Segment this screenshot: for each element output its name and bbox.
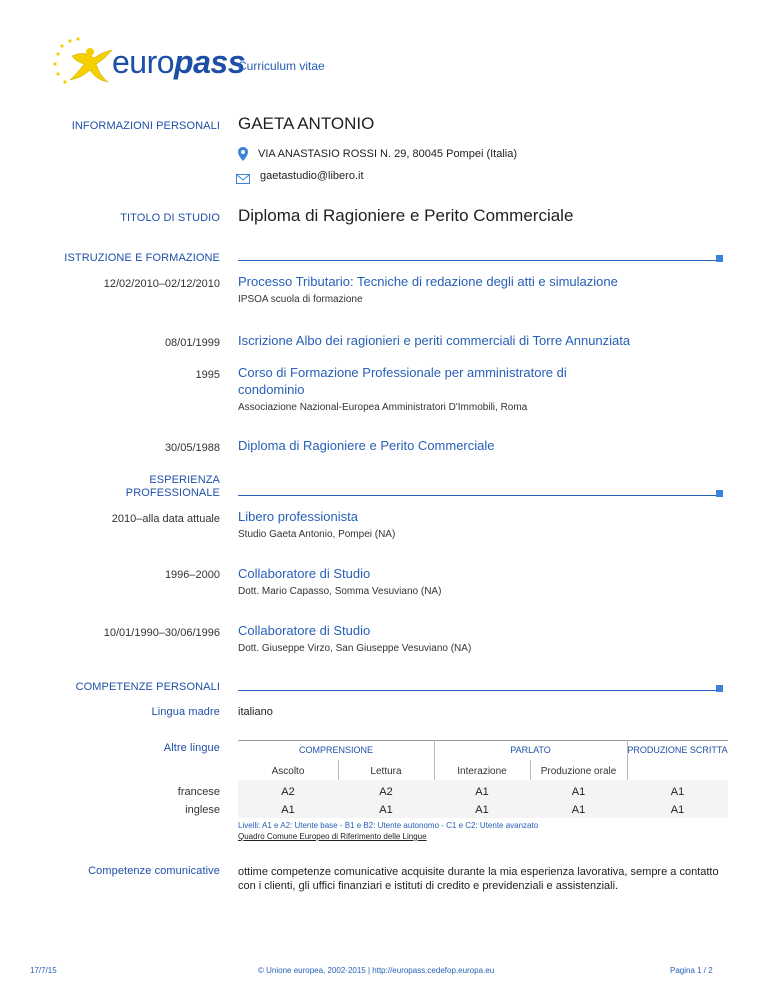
- section-label-esperienza-2: PROFESSIONALE: [125, 487, 220, 499]
- language-name: inglese: [185, 804, 220, 816]
- header-scritta: PRODUZIONE SCRITTA: [627, 745, 728, 755]
- footer-date: 17/7/15: [30, 966, 57, 975]
- titolo-value: Diploma di Ragioniere e Perito Commerciale: [238, 206, 574, 225]
- level-cell: A1: [571, 804, 586, 816]
- job-employer: Dott. Mario Capasso, Somma Vesuviano (NA): [238, 586, 442, 597]
- level-cell: A1: [571, 786, 586, 798]
- section-divider: [238, 260, 717, 261]
- lingua-madre-label: Lingua madre: [151, 706, 220, 718]
- footer-copyright: © Unione europea, 2002-2015 | http://europass.cedefop.europa.eu: [258, 966, 495, 975]
- edu-sub: Associazione Nazional-Europea Amministratori D'Immobili, Roma: [238, 402, 528, 413]
- address-text: VIA ANASTASIO ROSSI N. 29, 80045 Pompei (Italia): [258, 148, 518, 160]
- job-title: Libero professionista: [238, 509, 358, 524]
- edu-sub: IPSOA scuola di formazione: [238, 294, 363, 305]
- europass-logo: [50, 36, 245, 90]
- job-title: Collaboratore di Studio: [238, 566, 371, 581]
- level-cell: A1: [281, 804, 295, 816]
- level-cell: A1: [670, 786, 685, 798]
- level-cell: A1: [379, 804, 393, 816]
- section-label-istruzione: ISTRUZIONE E FORMAZIONE: [64, 252, 220, 264]
- level-cell: A2: [281, 786, 295, 798]
- section-label-personal: INFORMAZIONI PERSONALI: [71, 120, 220, 132]
- edu-title: Iscrizione Albo dei ragionieri e periti commerciali di Torre Annunziata: [238, 333, 631, 348]
- language-table: [238, 740, 728, 820]
- edu-date: 08/01/1999: [164, 337, 220, 349]
- subheader-lettura: Lettura: [370, 766, 402, 777]
- section-divider: [238, 690, 717, 691]
- europass-star-figure-icon: [50, 36, 120, 90]
- job-title: Collaboratore di Studio: [238, 623, 371, 638]
- edu-date: 30/05/1988: [164, 442, 220, 454]
- lingua-madre-value: italiano: [238, 706, 273, 718]
- altre-lingue-label: Altre lingue: [163, 742, 220, 754]
- job-employer: Dott. Giuseppe Virzo, San Giuseppe Vesuviano (NA): [238, 643, 472, 654]
- header-parlato: PARLATO: [510, 745, 551, 755]
- comunicative-text: ottime competenze comunicative acquisite durante la mia esperienza lavorativa, sempre a contatto con i clienti, gli uffici finanziari e istituti di credito e previdenziali e assistenziali.: [238, 866, 719, 892]
- level-cell: A1: [475, 804, 489, 816]
- level-cell: A2: [379, 786, 393, 798]
- header-comprensione: COMPRENSIONE: [298, 745, 373, 755]
- levels-note: Livelli: A1 e A2: Utente base - B1 e B2: Utente autonomo - C1 e C2: Utente avanzato: [238, 821, 539, 830]
- email-link[interactable]: gaetastudio@libero.it: [260, 170, 364, 182]
- edu-date: 1995: [195, 369, 220, 381]
- language-name: francese: [177, 786, 220, 798]
- subheader-produzione-orale: Produzione orale: [540, 766, 617, 777]
- job-date: 1996–2000: [164, 569, 220, 581]
- edu-title: Processo Tributario: Tecniche di redazione degli atti e simulazione: [238, 274, 618, 289]
- section-divider-marker: [716, 685, 723, 692]
- section-label-competenze: COMPETENZE PERSONALI: [75, 681, 220, 693]
- edu-date: 12/02/2010–02/12/2010: [103, 278, 220, 290]
- subheader-interazione: Interazione: [457, 766, 507, 777]
- job-employer: Studio Gaeta Antonio, Pompei (NA): [238, 529, 396, 540]
- level-cell: A1: [475, 786, 489, 798]
- subheader-ascolto: Ascolto: [271, 766, 305, 777]
- location-pin-icon: [238, 147, 248, 166]
- section-label-esperienza-1: ESPERIENZA: [149, 474, 220, 486]
- job-date: 10/01/1990–30/06/1996: [103, 627, 220, 639]
- person-name: GAETA ANTONIO: [238, 114, 375, 133]
- edu-title: Diploma di Ragioniere e Perito Commerciale: [238, 438, 495, 453]
- job-date: 2010–alla data attuale: [111, 513, 220, 525]
- comunicative-label: Competenze comunicative: [88, 865, 220, 877]
- level-cell: A1: [670, 804, 685, 816]
- section-divider: [238, 495, 717, 496]
- footer-page: Pagina 1 / 2: [670, 966, 713, 975]
- section-divider-marker: [716, 255, 723, 262]
- section-label-titolo: TITOLO DI STUDIO: [120, 212, 220, 224]
- section-divider-marker: [716, 490, 723, 497]
- email-icon: [236, 171, 250, 189]
- framework-link[interactable]: Quadro Comune Europeo di Riferimento delle Lingue: [238, 832, 427, 841]
- edu-title: Corso di Formazione Professionale per amministratore di condominio: [238, 365, 567, 397]
- europass-wordmark: europass: [112, 44, 245, 80]
- doc-title: Curriculum vitae: [238, 59, 325, 73]
